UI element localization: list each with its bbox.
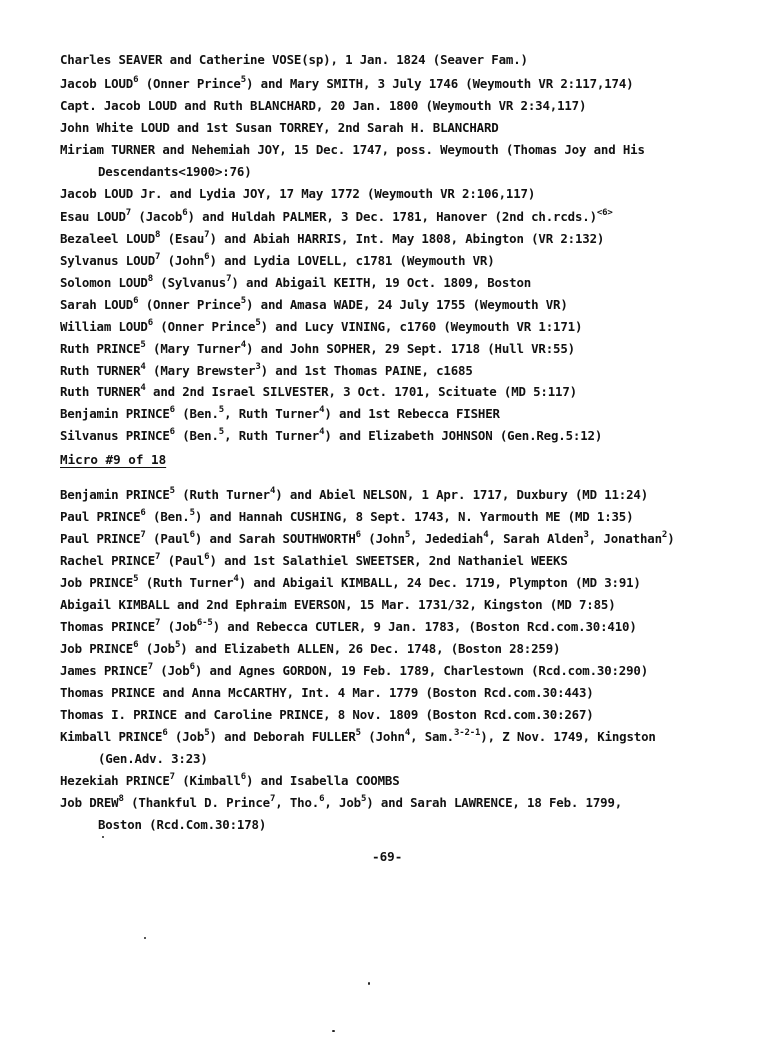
scan-speck — [332, 1030, 335, 1032]
record-text: and 2nd Israel SILVESTER, 3 Oct. 1701, Scituate (MD 5:117) — [145, 384, 577, 399]
record-text: , Ruth Turner — [224, 428, 320, 443]
record-line — [60, 487, 648, 503]
generation-superscript: 6 — [355, 529, 361, 540]
generation-superscript: 4 — [404, 727, 411, 738]
generation-superscript: 6 — [133, 295, 139, 306]
generation-superscript: 7 — [140, 529, 146, 540]
record-text: (John — [160, 253, 205, 268]
record-line — [60, 509, 633, 525]
generation-superscript: 2 — [661, 529, 668, 540]
scan-speck — [144, 937, 146, 939]
generation-superscript: 5 — [133, 573, 139, 584]
record-text: , Sam. — [410, 729, 454, 744]
generation-superscript: 7 — [269, 793, 276, 804]
record-text: Boston (Rcd.Com.30:178) — [98, 817, 267, 832]
generation-superscript: 6 — [182, 207, 188, 218]
record-text: (Kimball — [174, 773, 241, 788]
record-line — [60, 209, 613, 225]
record-line — [60, 707, 594, 723]
generation-superscript: 6 — [140, 507, 146, 518]
generation-superscript: 7 — [147, 661, 153, 672]
generation-superscript: 6 — [189, 529, 195, 540]
generation-superscript: 7 — [125, 207, 132, 218]
record-text: Jacob LOUD — [60, 76, 134, 91]
record-text: ), Z Nov. 1749, Kingston — [480, 729, 656, 744]
record-text: James PRINCE — [60, 663, 148, 678]
record-text: ) and Elizabeth ALLEN, 26 Dec. 1748, (Boston 28:259) — [180, 641, 561, 656]
record-line — [60, 384, 577, 400]
generation-superscript: 6 — [204, 251, 210, 262]
generation-superscript: 5 — [204, 727, 210, 738]
record-text: ) and Sarah LAWRENCE, 18 Feb. 1799, — [366, 795, 623, 810]
record-text: (Job — [160, 619, 197, 634]
generation-superscript: 4 — [483, 529, 489, 540]
scan-speck — [102, 836, 104, 838]
record-text: ) and Rebecca CUTLER, 9 Jan. 1783, (Boston Rcd.com.30:410) — [212, 619, 637, 634]
generation-superscript: 7 — [226, 273, 232, 284]
generation-superscript: 5 — [218, 426, 225, 437]
record-text: Descendants<1900>:76) — [98, 164, 252, 179]
record-text: , Tho. — [275, 795, 320, 810]
record-line — [60, 575, 641, 591]
record-text: Jacob LOUD Jr. and Lydia JOY, 17 May 1772 (Weymouth VR 2:106,117) — [60, 186, 536, 201]
record-line — [60, 52, 528, 68]
record-text: ) and Sarah SOUTHWORTH — [194, 531, 356, 546]
generation-superscript: 4 — [233, 573, 239, 584]
record-text: , Job — [324, 795, 361, 810]
record-text: (John — [360, 531, 405, 546]
record-text: (Esau — [160, 231, 205, 246]
record-text: (Mary Brewster — [145, 363, 256, 378]
record-text: (Ruth Turner — [138, 575, 234, 590]
generation-superscript: 6 — [189, 661, 195, 672]
record-text: Thomas I. PRINCE and Caroline PRINCE, 8 Nov. 1809 (Boston Rcd.com.30:267) — [60, 707, 594, 722]
record-text: Sarah LOUD — [60, 297, 134, 312]
record-text: ) and Isabella COOMBS — [246, 773, 400, 788]
generation-superscript: 7 — [204, 229, 210, 240]
record-text: ) and Abigail KIMBALL, 24 Dec. 1719, Plympton (MD 3:91) — [238, 575, 641, 590]
record-text: ) and John SOPHER, 29 Sept. 1718 (Hull VR:55) — [246, 341, 575, 356]
record-line — [60, 120, 499, 136]
generation-superscript: 5 — [255, 317, 261, 328]
record-text: ) and 1st Rebecca FISHER — [324, 406, 500, 421]
scan-speck — [368, 982, 370, 985]
record-text: , Jonathan — [588, 531, 662, 546]
record-text: Paul PRINCE — [60, 531, 141, 546]
record-text: ) and Elizabeth JOHNSON (Gen.Reg.5:12) — [324, 428, 603, 443]
record-text: Hezekiah PRINCE — [60, 773, 170, 788]
record-text: Miriam TURNER and Nehemiah JOY, 15 Dec. 1747, poss. Weymouth (Thomas Joy and His — [60, 142, 645, 157]
generation-superscript: 6 — [204, 551, 210, 562]
record-text: ) and 1st Salathiel SWEETSER, 2nd Nathaniel WEEKS — [209, 553, 568, 568]
generation-superscript: <6> — [596, 207, 613, 218]
generation-superscript: 3 — [255, 361, 261, 372]
record-text: Thomas PRINCE and Anna McCARTHY, Int. 4 Mar. 1779 (Boston Rcd.com.30:443) — [60, 685, 594, 700]
record-text: Rachel PRINCE — [60, 553, 156, 568]
record-text: ) and Abiel NELSON, 1 Apr. 1717, Duxbury (MD 11:24) — [275, 487, 649, 502]
generation-superscript: 5 — [360, 793, 367, 804]
record-text: Benjamin PRINCE — [60, 406, 170, 421]
generation-superscript: 6 — [169, 404, 175, 415]
record-text: Abigail KIMBALL and 2nd Ephraim EVERSON, 15 Mar. 1731/32, Kingston (MD 7:85) — [60, 597, 616, 612]
generation-superscript: 7 — [169, 771, 175, 782]
record-text: Benjamin PRINCE — [60, 487, 170, 502]
generation-superscript: 6 — [240, 771, 247, 782]
record-line — [60, 142, 645, 158]
record-text: ) and Hannah CUSHING, 8 Sept. 1743, N. Yarmouth ME (MD 1:35) — [194, 509, 634, 524]
record-text: (Onner Prince — [138, 297, 241, 312]
record-text: (Job — [167, 729, 205, 744]
record-line — [60, 98, 586, 114]
generation-superscript: 5 — [218, 404, 225, 415]
generation-superscript: 6 — [319, 793, 325, 804]
generation-superscript: 5 — [140, 339, 146, 350]
record-text: Paul PRINCE — [60, 509, 141, 524]
record-text: (Job — [153, 663, 190, 678]
record-text: Esau LOUD — [60, 209, 126, 224]
generation-superscript: 5 — [355, 727, 361, 738]
generation-superscript: 6 — [133, 74, 139, 85]
record-text: Ruth PRINCE — [60, 341, 141, 356]
record-text: (Paul — [145, 531, 190, 546]
record-text: (Onner Prince — [153, 319, 256, 334]
record-line — [60, 597, 616, 613]
record-text: (Ben. — [174, 428, 219, 443]
record-line — [60, 663, 648, 679]
record-line — [60, 531, 675, 547]
record-text: Bezaleel LOUD — [60, 231, 156, 246]
record-text: Kimball PRINCE — [60, 729, 163, 744]
generation-superscript: 6 — [169, 426, 175, 437]
record-line — [60, 619, 637, 635]
record-text: ) and Deborah FULLER — [209, 729, 356, 744]
record-text: Thomas PRINCE — [60, 619, 156, 634]
record-text: (Mary Turner — [145, 341, 241, 356]
record-text: Sylvanus LOUD — [60, 253, 156, 268]
generation-superscript: 4 — [140, 382, 146, 393]
record-line — [60, 275, 531, 291]
record-line — [60, 253, 495, 269]
generation-superscript: 4 — [319, 426, 325, 437]
generation-superscript: 5 — [404, 529, 411, 540]
record-text: (Job — [138, 641, 175, 656]
record-line — [60, 319, 582, 335]
record-line — [60, 231, 604, 247]
generation-superscript: 6 — [162, 727, 168, 738]
record-line — [60, 553, 568, 569]
record-text: ) and Abiah HARRIS, Int. May 1808, Abington (VR 2:132) — [209, 231, 605, 246]
record-text: (Sylvanus — [153, 275, 227, 290]
record-text: , Sarah Alden — [488, 531, 584, 546]
record-line — [60, 773, 400, 789]
generation-superscript: 7 — [155, 617, 161, 628]
record-text: ) and Amasa WADE, 24 July 1755 (Weymouth VR) — [246, 297, 568, 312]
record-text: Job DREW — [60, 795, 119, 810]
record-text: , Jedediah — [410, 531, 484, 546]
generation-superscript: 7 — [155, 551, 161, 562]
record-line-continuation — [98, 164, 252, 180]
generation-superscript: 5 — [174, 639, 181, 650]
generation-superscript: 3 — [583, 529, 589, 540]
generation-superscript: 5 — [240, 295, 247, 306]
record-text: (Gen.Adv. 3:23) — [98, 751, 208, 766]
record-text: Silvanus PRINCE — [60, 428, 170, 443]
record-text: (Ruth Turner — [174, 487, 270, 502]
record-text: Ruth TURNER — [60, 363, 141, 378]
record-line — [60, 186, 535, 202]
record-text: ) and Abigail KEITH, 19 Oct. 1809, Boston — [231, 275, 532, 290]
record-line — [60, 685, 594, 701]
record-text: John White LOUD and 1st Susan TORREY, 2nd Sarah H. BLANCHARD — [60, 120, 499, 135]
generation-superscript: 7 — [155, 251, 161, 262]
generation-superscript: 8 — [155, 229, 161, 240]
generation-superscript: 5 — [169, 485, 175, 496]
record-text: Job PRINCE — [60, 575, 134, 590]
generation-superscript: 4 — [319, 404, 325, 415]
record-text: (Ben. — [145, 509, 190, 524]
record-line — [60, 406, 500, 422]
generation-superscript: 4 — [240, 339, 247, 350]
record-line-continuation — [98, 751, 208, 767]
record-text: Charles SEAVER and Catherine VOSE(sp), 1 Jan. 1824 (Seaver Fam.) — [60, 52, 528, 67]
record-text: ) and Lydia LOVELL, c1781 (Weymouth VR) — [209, 253, 495, 268]
record-text: ) — [667, 531, 675, 546]
record-text: ) and Mary SMITH, 3 July 1746 (Weymouth VR 2:117,174) — [246, 76, 634, 91]
record-text: Solomon LOUD — [60, 275, 148, 290]
record-line — [60, 795, 622, 811]
record-line — [60, 641, 560, 657]
record-line-continuation — [98, 817, 266, 833]
record-line — [60, 76, 633, 92]
record-text: (Paul — [160, 553, 205, 568]
generation-superscript: 3-2-1 — [453, 727, 481, 738]
record-text: ) and Lucy VINING, c1760 (Weymouth VR 1:171) — [260, 319, 583, 334]
record-text: ) and Huldah PALMER, 3 Dec. 1781, Hanover (2nd ch.rcds.) — [187, 209, 597, 224]
record-line — [60, 428, 602, 444]
record-text: ) and Agnes GORDON, 19 Feb. 1789, Charlestown (Rcd.com.30:290) — [194, 663, 649, 678]
record-text: (Thankful D. Prince — [123, 795, 270, 810]
generation-superscript: 5 — [189, 507, 195, 518]
record-text: (Jacob — [131, 209, 183, 224]
record-text: Capt. Jacob LOUD and Ruth BLANCHARD, 20 Jan. 1800 (Weymouth VR 2:34,117) — [60, 98, 587, 113]
record-text: Ruth TURNER — [60, 384, 141, 399]
generation-superscript: 8 — [147, 273, 153, 284]
generation-superscript: 4 — [140, 361, 146, 372]
record-line — [60, 363, 473, 379]
record-line — [60, 729, 656, 745]
generation-superscript: 6-5 — [196, 617, 213, 628]
record-text: (Onner Prince — [138, 76, 241, 91]
page-number: -69- — [372, 849, 403, 864]
record-text: William LOUD — [60, 319, 148, 334]
generation-superscript: 8 — [118, 793, 124, 804]
record-line — [60, 341, 575, 357]
record-text: Job PRINCE — [60, 641, 134, 656]
generation-superscript: 4 — [269, 485, 276, 496]
record-text: ) and 1st Thomas PAINE, c1685 — [260, 363, 473, 378]
generation-superscript: 6 — [147, 317, 153, 328]
generation-superscript: 6 — [133, 639, 139, 650]
record-text: (Ben. — [174, 406, 219, 421]
record-text: (John — [360, 729, 405, 744]
generation-superscript: 5 — [240, 74, 247, 85]
section-heading: Micro #9 of 18 — [60, 452, 167, 467]
record-text: , Ruth Turner — [224, 406, 320, 421]
record-line — [60, 297, 568, 313]
